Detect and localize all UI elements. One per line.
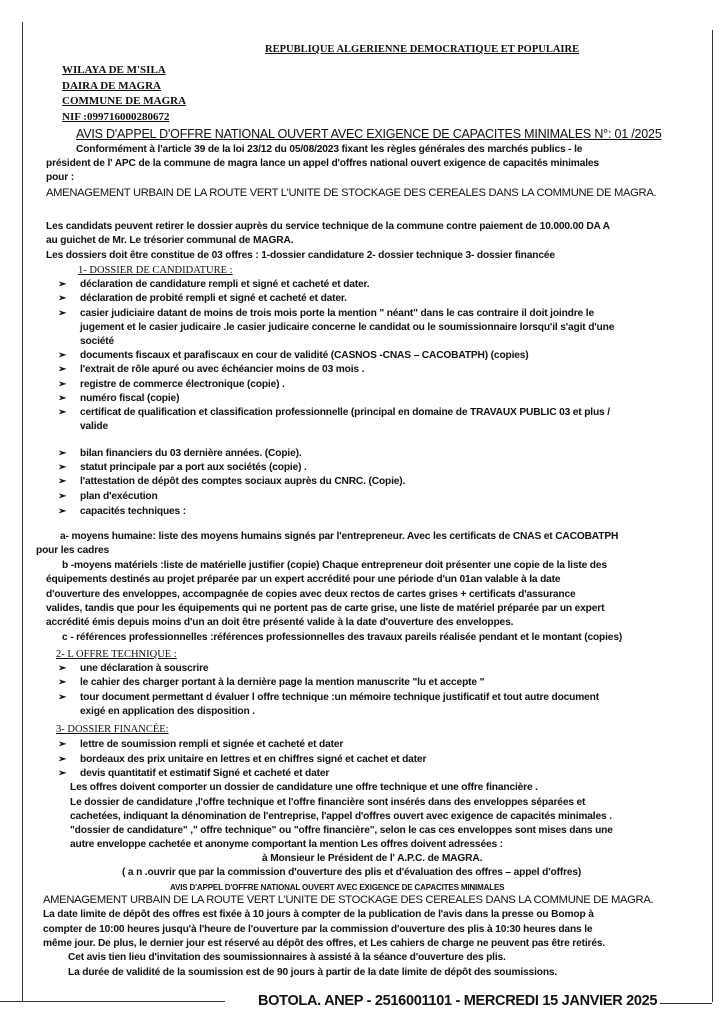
closing-line: autre enveloppe cachetée et anonyme comportant la mention Les offres doivent adressées : bbox=[70, 839, 503, 850]
daira: DAIRA DE MAGRA bbox=[62, 80, 161, 92]
bottom-border-right bbox=[660, 1003, 712, 1004]
bullet-arrow-icon: ➢ bbox=[58, 476, 67, 487]
capacity-line: d'ouverture des enveloppes, accompagnée de copies avec deux rectos de cartes grises + certificats d'assurance bbox=[46, 589, 576, 600]
list-item: devis quantitatif et estimatif Signé et cacheté et dater bbox=[80, 768, 330, 779]
republic-heading: REPUBLIQUE ALGERIENNE DEMOCRATIQUE ET POPULAIRE bbox=[265, 44, 580, 55]
section1-heading: 1- DOSSIER DE CANDIDATURE : bbox=[78, 265, 233, 276]
project-title: AMENAGEMENT URBAIN DE LA ROUTE VERT L'UNITE DE STOCKAGE DES CEREALES DANS LA COMMUNE DE MAGRA. bbox=[46, 187, 657, 199]
bullet-arrow-icon: ➢ bbox=[58, 677, 67, 688]
closing-line: Les offres doivent comporter un dossier de candidature une offre technique et une offre financière . bbox=[70, 782, 538, 793]
list-item: bordeaux des prix unitaire en lettres et en chiffres signé et cachet et dater bbox=[80, 754, 427, 765]
list-item: tour document permettant d évaluer l offre technique :un mémoire technique justificatif et tout autre document bbox=[80, 692, 599, 703]
list-item: l'attestation de dépôt des comptes sociaux auprès du CNRC. (Copie). bbox=[80, 476, 406, 487]
capacity-line: b -moyens matériels :liste de matérielle justifier (copie) Chaque entrepreneur doit présenter une copie de la liste des bbox=[62, 560, 607, 571]
section2-heading: 2- L OFFRE TECHNIQUE : bbox=[56, 649, 177, 660]
bullet-arrow-icon: ➢ bbox=[58, 768, 67, 779]
bullet-arrow-icon: ➢ bbox=[58, 407, 67, 418]
bullet-arrow-icon: ➢ bbox=[58, 692, 67, 703]
list-item: bilan financiers du 03 dernière années. (Copie). bbox=[80, 448, 302, 459]
list-item: l'extrait de rôle apuré ou avec échéancier moins de 03 mois . bbox=[80, 364, 365, 375]
commune: COMMUNE DE MAGRA bbox=[62, 95, 187, 107]
notice-title: AVIS D'APPEL D'OFFRE NATIONAL OUVERT AVEC EXIGENCE DE CAPACITES MINIMALES N°: 01 /2025 bbox=[76, 127, 662, 141]
publication-footer: BOTOLA. ANEP - 2516001101 - MERCREDI 15 JANVIER 2025 bbox=[258, 993, 658, 1009]
retrait-line: Les dossiers doit être constitue de 03 offres : 1-dossier candidature 2- dossier technique 3- dossier financée bbox=[46, 250, 555, 261]
capacity-line: valides, tandis que pour les équipements qui ne portent pas de carte grise, une liste de matériel préparée par un expert bbox=[46, 603, 605, 614]
bullet-arrow-icon: ➢ bbox=[58, 293, 67, 304]
capacity-line: pour les cadres bbox=[36, 545, 110, 556]
bottom-border-left bbox=[0, 1001, 225, 1002]
bullet-arrow-icon: ➢ bbox=[58, 364, 67, 375]
bullet-arrow-icon: ➢ bbox=[58, 739, 67, 750]
list-item: capacités techniques : bbox=[80, 506, 186, 517]
left-border bbox=[22, 22, 23, 1002]
bullet-arrow-icon: ➢ bbox=[58, 506, 67, 517]
avis-small: AVIS D'APPEL D'OFFRE NATIONAL OUVERT AVEC EXIGENCE DE CAPACITES MINIMALES bbox=[170, 883, 505, 892]
list-item: statut principale par a port aux sociétés (copie) . bbox=[80, 462, 307, 473]
intro-line: Conformément à l'article 39 de la loi 23/12 du 05/08/2023 fixant les règles générales des marchés publics - le bbox=[76, 144, 583, 155]
list-item: registre de commerce électronique (copie) . bbox=[80, 379, 285, 390]
project-title-repeat: AMENAGEMENT URBAIN DE LA ROUTE VERT L'UNITE DE STOCKAGE DES CEREALES DANS LA COMMUNE DE MAGRA. bbox=[43, 894, 654, 906]
list-item: une déclaration à souscrire bbox=[80, 663, 209, 674]
bullet-arrow-icon: ➢ bbox=[58, 393, 67, 404]
closing-line: cachetées, indiquant la dénomination de l'entreprise, l'appel d'offres ouvert avec exigence de capacités minimales . bbox=[70, 811, 612, 822]
capacity-line: a- moyens humaine: liste des moyens humains signés par l'entrepreneur. Avec les certificats de CNAS et CACOBATPH bbox=[60, 531, 619, 542]
intro-line: président de l' APC de la commune de magra lance un appel d'offres national ouvert exigence de capacités minimales bbox=[46, 158, 599, 169]
list-item: documents fiscaux et parafiscaux en cour de validité (CASNOS -CNAS – CACOBATPH) (copies) bbox=[80, 350, 529, 361]
bullet-arrow-icon: ➢ bbox=[58, 350, 67, 361]
closing-line: "dossier de candidature" ," offre technique" ou "offre financière", selon le cas ces enveloppes sont mises dans une bbox=[70, 825, 613, 836]
opening-note: ( a n .ouvrir que par la commission d'ouverture des plis et d'évaluation des offres – appel d'offres) bbox=[122, 867, 582, 878]
list-item: déclaration de probité rempli et signé et cacheté et dater. bbox=[80, 293, 347, 304]
right-border bbox=[712, 30, 713, 1002]
list-item: jugement et le casier judicaire .le casier judicaire concerne le candidat ou le soumissionnaire lorsqu'il s'agit d'une bbox=[80, 322, 615, 333]
list-item: certificat de qualification et classification professionnelle (principal en domaine de TRAVAUX PUBLIC 03 et plus / bbox=[80, 407, 610, 418]
validity: La durée de validité de la soumission est de 90 jours à partir de la date limite de dépôt des soumissions. bbox=[68, 967, 558, 978]
list-item: lettre de soumission rempli et signée et cacheté et dater bbox=[80, 739, 344, 750]
bullet-arrow-icon: ➢ bbox=[58, 491, 67, 502]
section3-heading: 3- DOSSIER FINANCÉE: bbox=[56, 724, 169, 735]
bullet-arrow-icon: ➢ bbox=[58, 448, 67, 459]
bullet-arrow-icon: ➢ bbox=[58, 279, 67, 290]
bullet-arrow-icon: ➢ bbox=[58, 308, 67, 319]
closing-line: Le dossier de candidature ,l'offre technique et l'offre financière sont insérés dans des enveloppes séparées et bbox=[70, 797, 586, 808]
deadline-line: La date limite de dépôt des offres est fixée à 10 jours à compter de la publication de l'avis dans la presse ou Bomop à bbox=[43, 909, 594, 920]
list-item: déclaration de candidature rempli et signé et cacheté et dater. bbox=[80, 279, 370, 290]
capacity-line: équipements destinés au projet préparée par un expert accrédité pour une période d'un 01an valable à la date bbox=[46, 574, 561, 585]
bullet-arrow-icon: ➢ bbox=[58, 754, 67, 765]
wilaya: WILAYA DE M'SILA bbox=[62, 64, 166, 76]
capacity-line: c - références professionnelles :références professionnelles des travaux pareils réalisée pendant et le montant (copies) bbox=[62, 632, 623, 643]
list-item: numéro fiscal (copie) bbox=[80, 393, 180, 404]
capacity-line: accrédité émis depuis moins d'un an doit être présenté valide à la date d'ouverture des enveloppes. bbox=[46, 617, 514, 628]
addressee: à Monsieur le Président de l' A.P.C. de MAGRA. bbox=[262, 853, 483, 864]
nif: NIF :099716000280672 bbox=[62, 111, 170, 123]
retrait-line: Les candidats peuvent retirer le dossier auprès du service technique de la commune contre paiement de 10.000.00 DA A bbox=[46, 221, 610, 232]
list-item: casier judiciaire datant de moins de trois mois porte la mention " néant" dans le cas contraire il doit joindre le bbox=[80, 308, 594, 319]
list-item: le cahier des charger portant à la dernière page la mention manuscrite "lu et accepte " bbox=[80, 677, 485, 688]
list-item: exigé en application des disposition . bbox=[80, 706, 255, 717]
bullet-arrow-icon: ➢ bbox=[58, 462, 67, 473]
invitation: Cet avis tien lieu d'invitation des soumissionnaires à assisté à la séance d'ouverture des plis. bbox=[68, 952, 506, 963]
retrait-line: au guichet de Mr. Le trésorier communal de MAGRA. bbox=[46, 235, 294, 246]
list-item: plan d'exécution bbox=[80, 491, 158, 502]
list-item: valide bbox=[80, 421, 108, 432]
deadline-line: compter de 10:00 heures jusqu'à l'heure de l'ouverture par la commission d'ouverture des plis à 10:30 heures dans le bbox=[43, 924, 593, 935]
bullet-arrow-icon: ➢ bbox=[58, 663, 67, 674]
deadline-line: même jour. De plus, le dernier jour est réservé au dépôt des offres, et Les cahiers de charge ne peuvent pas être retirés. bbox=[43, 938, 606, 949]
bullet-arrow-icon: ➢ bbox=[58, 379, 67, 390]
list-item: société bbox=[80, 336, 115, 347]
intro-line: pour : bbox=[46, 172, 74, 183]
